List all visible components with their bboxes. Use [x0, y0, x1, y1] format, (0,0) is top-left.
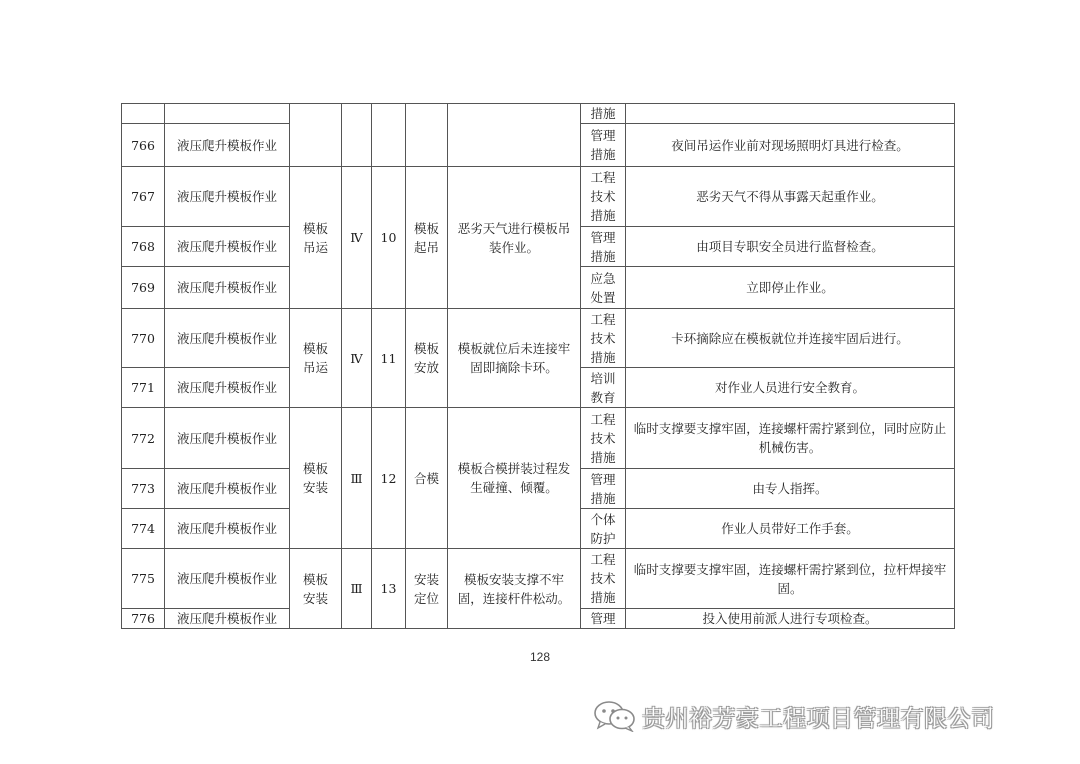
level-cell: [342, 104, 372, 167]
hazard-cell: 合模: [406, 408, 448, 549]
no-cell: 771: [122, 368, 165, 408]
hazard-desc-cell: 模板合模拼装过程发生碰撞、倾覆。: [448, 408, 581, 549]
table-row: [122, 167, 955, 227]
work-name-cell: [165, 104, 290, 124]
measure-type-cell: 应急处置: [581, 267, 626, 309]
step-cell: 模板吊运: [290, 167, 342, 309]
watermark: [592, 698, 995, 734]
no-cell: [122, 104, 165, 124]
hazard-desc-cell: [448, 104, 581, 167]
measure-type-cell: 工程技术措施: [581, 408, 626, 469]
measure-cell: 投入使用前派人进行专项检查。: [626, 609, 955, 629]
measure-type-cell: 管理措施: [581, 124, 626, 167]
measure-type-cell: 个体防护: [581, 509, 626, 549]
work-name-cell: 液压爬升模板作业: [165, 549, 290, 609]
step-cell: [290, 104, 342, 167]
measure-type-cell: 工程技术措施: [581, 549, 626, 609]
measure-cell: 夜间吊运作业前对现场照明灯具进行检查。: [626, 124, 955, 167]
table-row: [122, 549, 955, 609]
work-name-cell: 液压爬升模板作业: [165, 469, 290, 509]
no-cell: 767: [122, 167, 165, 227]
no-cell: 769: [122, 267, 165, 309]
no-cell: 775: [122, 549, 165, 609]
no-cell: 776: [122, 609, 165, 629]
work-name-cell: 液压爬升模板作业: [165, 509, 290, 549]
no-cell: 768: [122, 227, 165, 267]
hazard-measures-table: [121, 103, 955, 629]
no-cell: 770: [122, 309, 165, 368]
seq-cell: 10: [372, 167, 406, 309]
work-name-cell: 液压爬升模板作业: [165, 609, 290, 629]
level-cell: Ⅳ: [342, 309, 372, 408]
table-row: [122, 408, 955, 469]
measure-type-cell: 管理措施: [581, 227, 626, 267]
level-cell: Ⅳ: [342, 167, 372, 309]
seq-cell: 11: [372, 309, 406, 408]
measure-cell: [626, 104, 955, 124]
seq-cell: 12: [372, 408, 406, 549]
measure-cell: 由项目专职安全员进行监督检查。: [626, 227, 955, 267]
measure-cell: 由专人指挥。: [626, 469, 955, 509]
hazard-cell: 安装定位: [406, 549, 448, 629]
work-name-cell: 液压爬升模板作业: [165, 124, 290, 167]
measure-type-cell: 措施: [581, 104, 626, 124]
wechat-icon: [592, 700, 638, 732]
no-cell: 772: [122, 408, 165, 469]
work-name-cell: 液压爬升模板作业: [165, 309, 290, 368]
measure-type-cell: 管理措施: [581, 469, 626, 509]
watermark-text: 贵州裕芳豪工程项目管理有限公司: [642, 705, 995, 732]
page-number: 128: [529, 650, 551, 664]
work-name-cell: 液压爬升模板作业: [165, 167, 290, 227]
work-name-cell: 液压爬升模板作业: [165, 368, 290, 408]
measure-type-cell: 培训教育: [581, 368, 626, 408]
measure-cell: 作业人员带好工作手套。: [626, 509, 955, 549]
work-name-cell: 液压爬升模板作业: [165, 408, 290, 469]
step-cell: 模板安装: [290, 408, 342, 549]
measure-type-cell: 工程技术措施: [581, 309, 626, 368]
no-cell: 774: [122, 509, 165, 549]
work-name-cell: 液压爬升模板作业: [165, 267, 290, 309]
step-cell: 模板安装: [290, 549, 342, 629]
hazard-cell: [406, 104, 448, 167]
step-cell: 模板吊运: [290, 309, 342, 408]
measure-cell: 临时支撑要支撑牢固，连接螺杆需拧紧到位，拉杆焊接牢固。: [626, 549, 955, 609]
measure-cell: 对作业人员进行安全教育。: [626, 368, 955, 408]
no-cell: 773: [122, 469, 165, 509]
hazard-desc-cell: 恶劣天气进行模板吊装作业。: [448, 167, 581, 309]
measure-type-cell: 工程技术措施: [581, 167, 626, 227]
hazard-cell: 模板起吊: [406, 167, 448, 309]
hazard-desc-cell: 模板就位后未连接牢固即摘除卡环。: [448, 309, 581, 408]
measure-type-cell: 管理: [581, 609, 626, 629]
hazard-desc-cell: 模板安装支撑不牢固，连接杆件松动。: [448, 549, 581, 629]
level-cell: Ⅲ: [342, 408, 372, 549]
work-name-cell: 液压爬升模板作业: [165, 227, 290, 267]
hazard-cell: 模板安放: [406, 309, 448, 408]
seq-cell: [372, 104, 406, 167]
seq-cell: 13: [372, 549, 406, 629]
measure-cell: 恶劣天气不得从事露天起重作业。: [626, 167, 955, 227]
table-row: [122, 309, 955, 368]
measure-cell: 临时支撑要支撑牢固，连接螺杆需拧紧到位，同时应防止机械伤害。: [626, 408, 955, 469]
table-row: [122, 104, 955, 124]
no-cell: 766: [122, 124, 165, 167]
measure-cell: 立即停止作业。: [626, 267, 955, 309]
level-cell: Ⅲ: [342, 549, 372, 629]
measure-cell: 卡环摘除应在模板就位并连接牢固后进行。: [626, 309, 955, 368]
